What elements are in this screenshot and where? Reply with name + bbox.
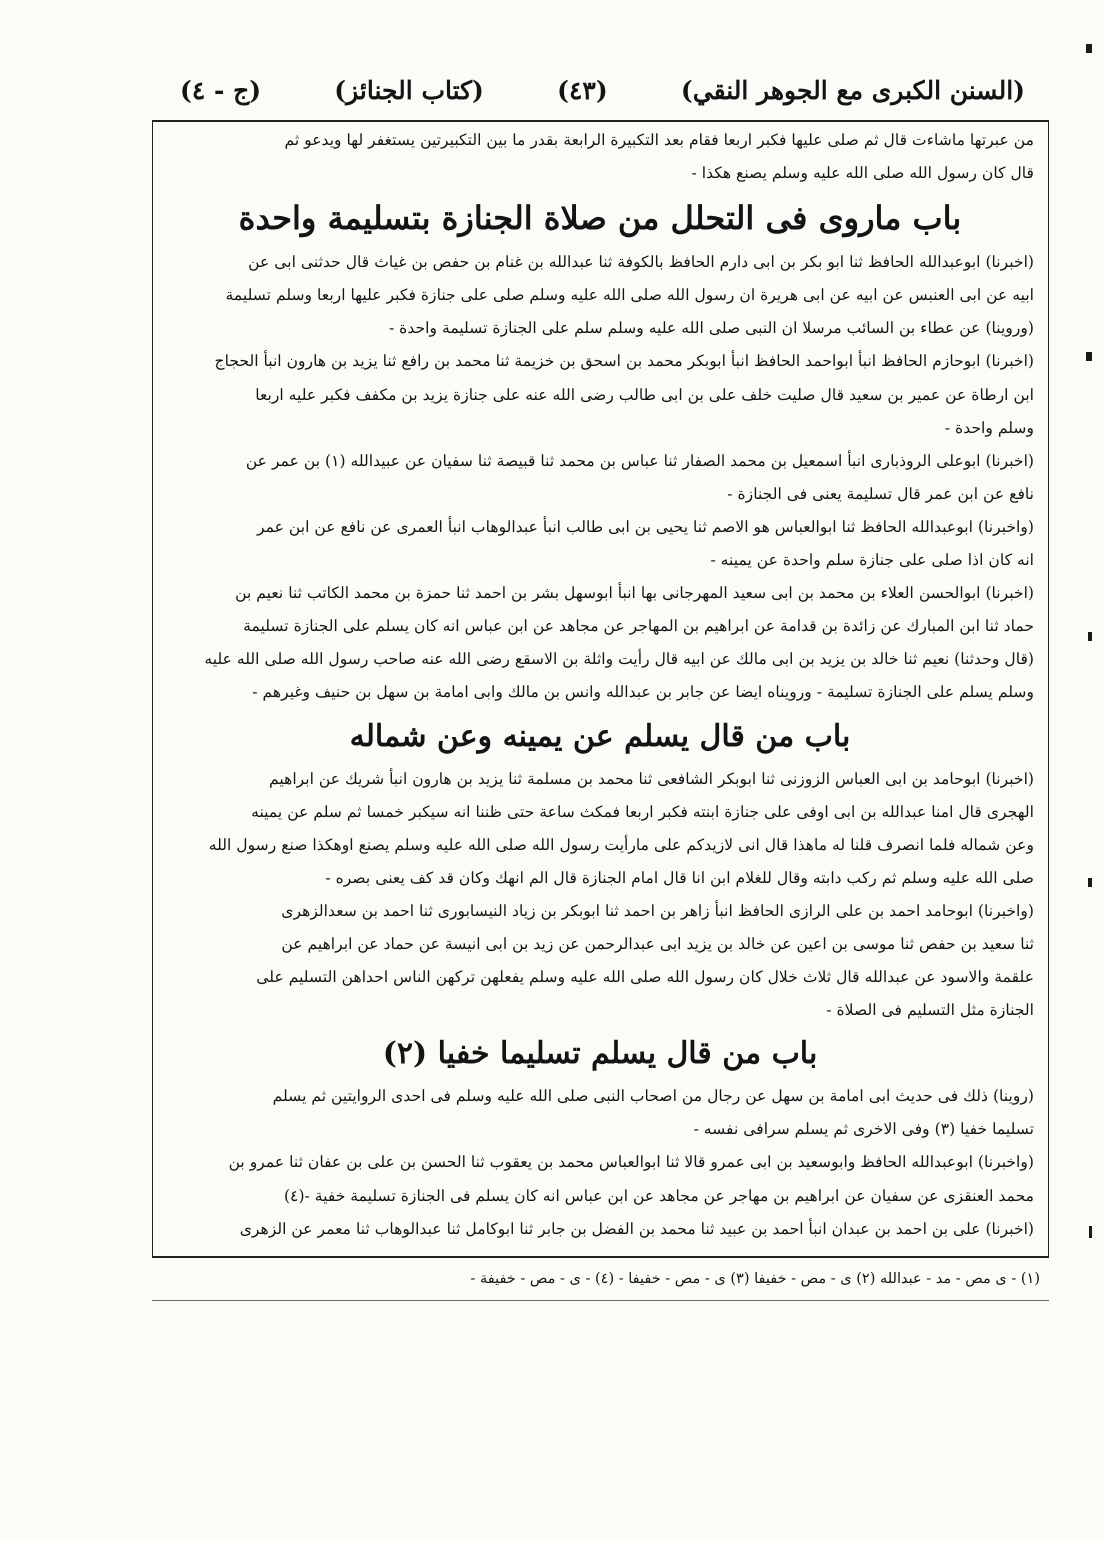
chapter-heading: باب من قال يسلم عن يمينه وعن شماله <box>349 718 851 754</box>
text-line: تسليما خفيا (٣) وفى الاخرى ثم يسلم سرافى نفسه - <box>693 1120 1034 1139</box>
chapter-heading: باب من قال يسلم تسليما خفيا (٢) <box>382 1036 818 1072</box>
text-line: (قال وحدثنا) نعيم ثنا خالد بن يزيد بن ابى مالك عن ابيه قال رأيت واثلة بن الاسقع رضى الله عنه صاحب رسول الله صلى الله عليه <box>204 650 1034 669</box>
text-line: (اخبرنا) ابوحازم الحافظ انبأ ابواحمد الحافظ انبأ ابوبكر محمد بن اسحق بن خزيمة ثنا محمد بن رافع ثنا يزيد بن هارون انبأ الحجاج <box>214 352 1034 371</box>
margin-mark <box>1088 878 1092 887</box>
margin-mark <box>1086 44 1092 53</box>
text-line: وسلم يسلم على الجنازة تسليمة - ورويناه ايضا عن جابر بن عبدالله وانس بن مالك وابى امامة بن سهل بن حنيف وغيرهم - <box>252 683 1034 702</box>
chapter-heading: باب ماروى فى التحلل من صلاة الجنازة بتسليمة واحدة <box>238 199 962 238</box>
text-line: (واخبرنا) ابوعبدالله الحافظ ثنا ابوالعباس هو الاصم ثنا يحيى بن ابى طالب انبأ عبدالوهاب انبأ العمرى عن نافع عن ابن عمر <box>257 517 1034 536</box>
text-line: ابن ارطاة عن عمير بن سعيد قال صليت خلف على بن ابى طالب رضى الله عنه على جنازة يزيد بن مكفف فكبر عليه اربعا <box>255 385 1034 404</box>
header-book-title: (السنن الكبرى مع الجوهر النقي) <box>680 75 1025 105</box>
text-line: (اخبرنا) ابوعبدالله الحافظ ثنا ابو بكر بن ابى دارم الحافظ بالكوفة ثنا عبدالله بن غنام بن حفص بن غياث قال حدثنى ابى عن <box>248 253 1034 272</box>
text-line: نافع عن ابن عمر قال تسليمة يعنى فى الجنازة - <box>727 484 1034 503</box>
text-line: (روينا) ذلك فى حديث ابى امامة بن سهل عن رجال من اصحاب النبى صلى الله عليه وسلم فى احدى الروايتين ثم يسلم <box>272 1087 1034 1106</box>
header-volume: (ج - ٤) <box>180 75 262 105</box>
text-line: (اخبرنا) ابوعلى الروذبارى انبأ اسمعيل بن محمد الصفار ثنا عباس بن محمد ثنا قبيصة ثنا سفيان عن عبيدالله (١) بن عمر عن <box>245 451 1034 470</box>
text-line: ثنا سعيد بن حفص ثنا موسى بن اعين عن خالد بن يزيد ابى عبدالرحمن عن زيد بن ابى انيسة عن حماد عن ابراهيم عن <box>281 934 1034 953</box>
text-line: محمد العنقزى عن سفيان عن ابراهيم بن مهاجر عن مجاهد عن ابن عباس انه كان يسلم فى الجنازة تسليمة خفية -(٤) <box>283 1186 1034 1205</box>
text-line: (واخبرنا) ابوحامد احمد بن على الرازى الحافظ انبأ زاهر بن احمد ثنا ابوبكر بن زياد النيسابورى ثنا احمد بن سعدالزهرى <box>281 901 1034 920</box>
footnotes: (١) - ى مص - مد - عبدالله (٢) ى - مص - خفيفا (٣) ى - مص - خفيفا - (٤) - ى - مص - خفيفة - <box>470 1271 1040 1287</box>
text-line: حماد ثنا ابن المبارك عن زائدة بن قدامة عن ابراهيم بن المهاجر عن مجاهد عن ابن عباس انه كان يسلم على الجنازة تسليمة <box>243 617 1034 636</box>
text-line: (وروينا) عن عطاء بن السائب مرسلا ان النبى صلى الله عليه وسلم سلم على الجنازة تسليمة واحدة - <box>388 319 1034 338</box>
text-line: من عبرتها ماشاءت قال ثم صلى عليها فكبر اربعا فقام بعد التكبيرة الرابعة بقدر ما بين التكبيرتين يستغفر لها ويدعو ثم <box>284 131 1034 149</box>
margin-mark <box>1089 1226 1092 1238</box>
top-rule <box>152 120 1049 122</box>
text-line: (اخبرنا) ابوالحسن العلاء بن محمد بن ابى سعيد المهرجانى بها انبأ ابوسهل بشر بن احمد ثنا حمزة بن محمد الكاتب ثنا نعيم بن <box>235 584 1034 603</box>
margin-mark <box>1086 352 1092 361</box>
text-line: وسلم واحدة - <box>944 418 1034 437</box>
text-line: ابيه عن ابى العنبس عن ابيه عن ابى هريرة ان رسول الله صلى الله عليه وسلم صلى على جنازة فكبر عليها اربعا وسلم تسليمة <box>225 286 1034 305</box>
text-line: (واخبرنا) ابوعبدالله الحافظ وابوسعيد بن ابى عمرو قالا ثنا ابوالعباس محمد بن يعقوب ثنا الحسن بن على بن عفان ثنا عمرو بن <box>228 1153 1034 1172</box>
text-line: الجنازة مثل التسليم فى الصلاة - <box>826 1001 1034 1020</box>
text-line: انه كان اذا صلى على جنازة سلم واحدة عن يمينه - <box>710 551 1034 570</box>
text-line: الهجرى قال امنا عبدالله بن ابى اوفى على جنازة ابنته فكبر اربعا فمكث ساعة حتى ظننا انه سيكبر خمسا ثم سلم عن يمينه <box>251 802 1034 821</box>
text-line: صلى الله عليه وسلم ثم ركب دابته وقال للغلام ابن انا قال امام الجنازة قال الم انهك وكان قد كف يعنى بصره - <box>325 868 1034 887</box>
header-section-title: (كتاب الجنائز) <box>334 75 484 105</box>
text-line: قال كان رسول الله صلى الله عليه وسلم يصنع هكذا - <box>691 164 1034 183</box>
bottom-rule <box>152 1256 1049 1258</box>
text-line: وعن شماله فلما انصرف قلنا له ماهذا قال انى لازيدكم على مارأيت رسول الله صلى الله عليه وسلم يصنع اوهكذا صنع رسول الله <box>208 835 1034 854</box>
main-text <box>166 124 1034 1246</box>
text-line: علقمة والاسود عن عبدالله قال ثلاث خلال كان رسول الله صلى الله عليه وسلم يفعلهن تركهن الناس احداهن التسليم على <box>256 968 1034 987</box>
header-page-number: (٤٣) <box>557 75 608 105</box>
margin-mark <box>1088 632 1092 641</box>
footnote-rule <box>152 1300 1049 1301</box>
running-header <box>180 70 1025 110</box>
text-line: (اخبرنا) على بن احمد بن عبدان انبأ احمد بن عبيد ثنا محمد بن الفضل بن جابر ثنا ابوكامل ثنا عبدالوهاب ثنا معمر عن الزهرى <box>239 1219 1034 1238</box>
text-line: (اخبرنا) ابوحامد بن ابى العباس الزوزنى ثنا ابوبكر الشافعى ثنا محمد بن مسلمة ثنا يزيد بن هارون انبأ شريك عن ابراهيم <box>269 769 1034 788</box>
